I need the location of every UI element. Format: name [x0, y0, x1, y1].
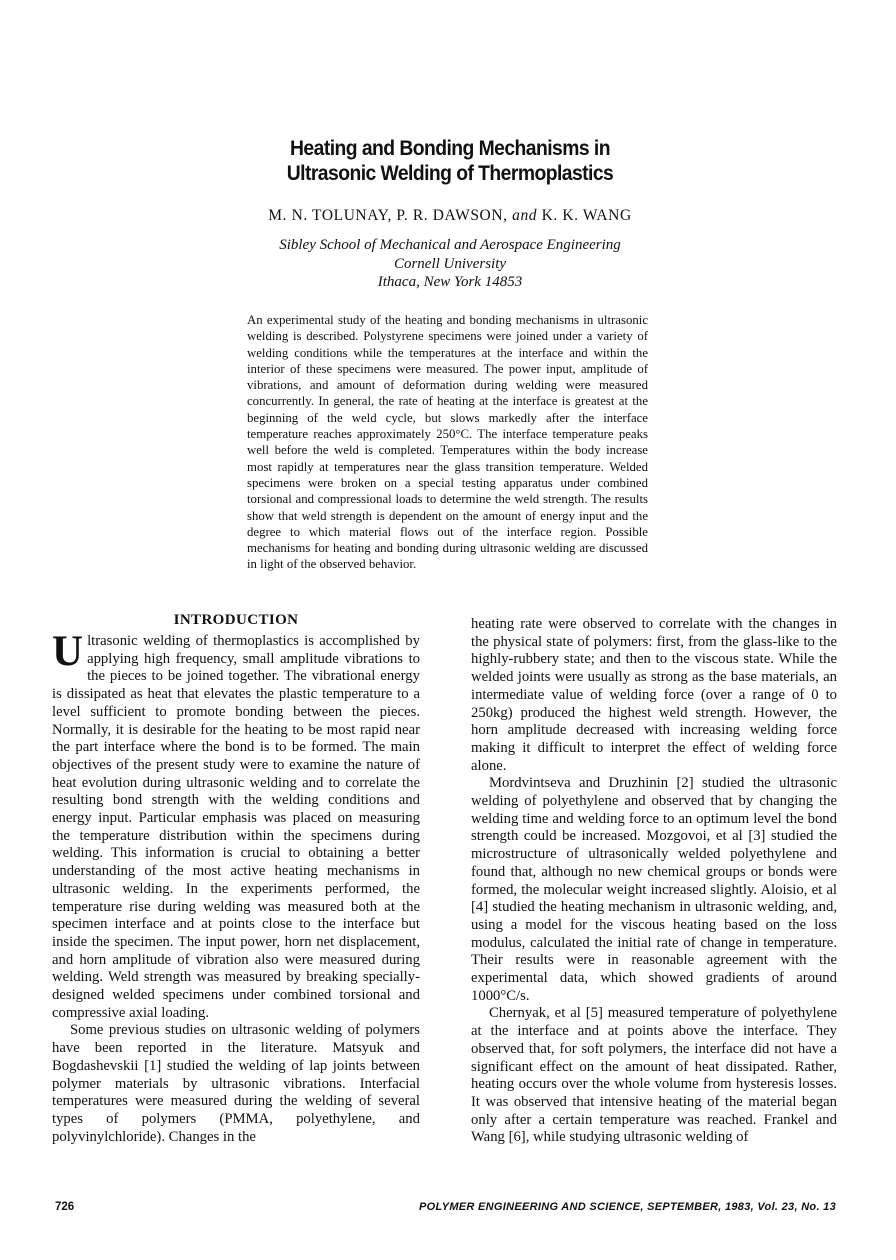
page-number: 726: [55, 1201, 75, 1213]
intro-paragraph-1: [52, 628, 420, 1022]
right-column: [471, 616, 837, 1147]
intro-paragraph-1-text: ltrasonic welding of thermoplastics is accomplished by applying high frequency, small amplitude vibrations to the pieces to be joined together. The vibrational energy is dissipated as heat that elevates the plastic temperature to a level sufficient to promote bonding between the pieces. Normally, it is desirable for the heating to be most rapid near the part interface where the bond is to be formed. The main objectives of the present study were to examine the nature of heat evolution during ultrasonic welding and to correlate the resulting bond strength with the welding conditions and energy input. Particular emphasis was placed on measuring the temperature distribution within the specimens during welding. This information is crucial to obtaining a better understanding of the most active heating mechanisms in ultrasonic welding. In the experiments performed, the temperature rise during welding was measured both at the specimen interface and at points close to the interface but inside the specimen. The input power, horn net displacement, and horn amplitude of vibration also were measured during welding. Weld strength was measured by breaking specially-designed welded specimens under combined torsional and compressive axial loading.: [52, 633, 420, 1021]
affiliation-line-2: Cornell University: [393, 255, 507, 272]
author-names-a: M. N. TOLUNAY, P. R. DAWSON,: [268, 207, 508, 224]
intro-paragraph-5: Chernyak, et al [5] measured temperature of polyethylene at the interface and at points above the interface. They observed that, for soft polymers, the interface did not have a significant effect on the amount of heat dissipated. Rather, heating occurs over the whole volume from hysteresis losses. It was observed that intensive heating of the material began only after a certain temperature was reached. Frankel and Wang [6], while studying ultrasonic welding of: [471, 1005, 837, 1146]
author-names-b: K. K. WANG: [541, 207, 632, 224]
journal-footer: POLYMER ENGINEERING AND SCIENCE, SEPTEMBER, 1983, Vol. 23, No. 13: [418, 1201, 836, 1213]
title-line-1: Heating and Bonding Mechanisms in: [290, 137, 610, 160]
intro-paragraph-4: Mordvintseva and Druzhinin [2] studied the ultrasonic welding of polyethylene and observed that by changing the welding time and welding force to an optimum level the bond strength could be increased. Mozgovoi, et al [3] studied the microstructure of ultrasonically welded polyethylene and found that, although no new chemical groups or bonds were formed, the molecular weight increased slightly. Aloisio, et al [4] studied the heating mechanism in ultrasonic welding, and, using a model for the viscous heating based on the loss modulus, calculated the initial rate of change in temperature. Their results were in reasonable agreement with the experimental data, which showed gradients of around 1000°C/s.: [471, 775, 837, 1004]
drop-cap: U: [52, 628, 84, 675]
affiliation-line-1: Sibley School of Mechanical and Aerospace Engineering: [279, 237, 621, 253]
affiliation: [200, 236, 700, 292]
paper-title: [257, 136, 643, 186]
intro-paragraph-2: Some previous studies on ultrasonic welding of polymers have been reported in the literature. Matsyuk and Bogdashevskii [1] studied the welding of lap joints between polymer materials by ultrasonic vibrations. Interfacial temperatures were measured during the welding of several types of polymers (PMMA, polyethylene, and polyvinylchloride). Changes in the: [52, 1022, 420, 1145]
left-column: [52, 612, 420, 1146]
intro-paragraph-3: heating rate were observed to correlate with the changes in the physical state of polymers: first, from the glass-like to the highly-rubbery state; and then to the viscous state. While the welded joints were usually as strong as the base materials, an intermediate value of welding force (over a range of 0 to 250kg) produced the highest weld strength. However, the horn amplitude decreased with increasing welding force making it difficult to interpret the effect of welding force alone.: [471, 616, 837, 774]
title-line-2: Ultrasonic Welding of Thermoplastics: [286, 162, 614, 185]
abstract: An experimental study of the heating and bonding mechanisms in ultrasonic welding is described. Polystyrene specimens were joined under a variety of welding conditions while the temperatures at the interface and within the interior of these specimens were measured. The power input, amplitude of vibrations, and amount of deformation during welding were measured concurrently. In general, the rate of heating at the interface is greatest at the beginning of the weld cycle, but slows markedly after the interface temperature reaches approximately 250°C. The interface temperature peaks well before the weld is completed. Temperatures within the body increase most rapidly at temperatures near the glass transition temperature. Welded specimens were broken on a special testing apparatus under combined torsional and compressional loads to determine the weld strength. The results show that weld strength is dependent on the amount of energy input and the degree to which material flows out of the interface region. Possible mechanisms for heating and bonding during ultrasonic welding are discussed in light of the observed behavior.: [247, 313, 648, 572]
author-conjunction: and: [512, 207, 538, 224]
affiliation-line-3: Ithaca, New York 14853: [377, 274, 523, 290]
section-heading-introduction: INTRODUCTION: [173, 612, 299, 628]
author-list: [200, 207, 700, 225]
